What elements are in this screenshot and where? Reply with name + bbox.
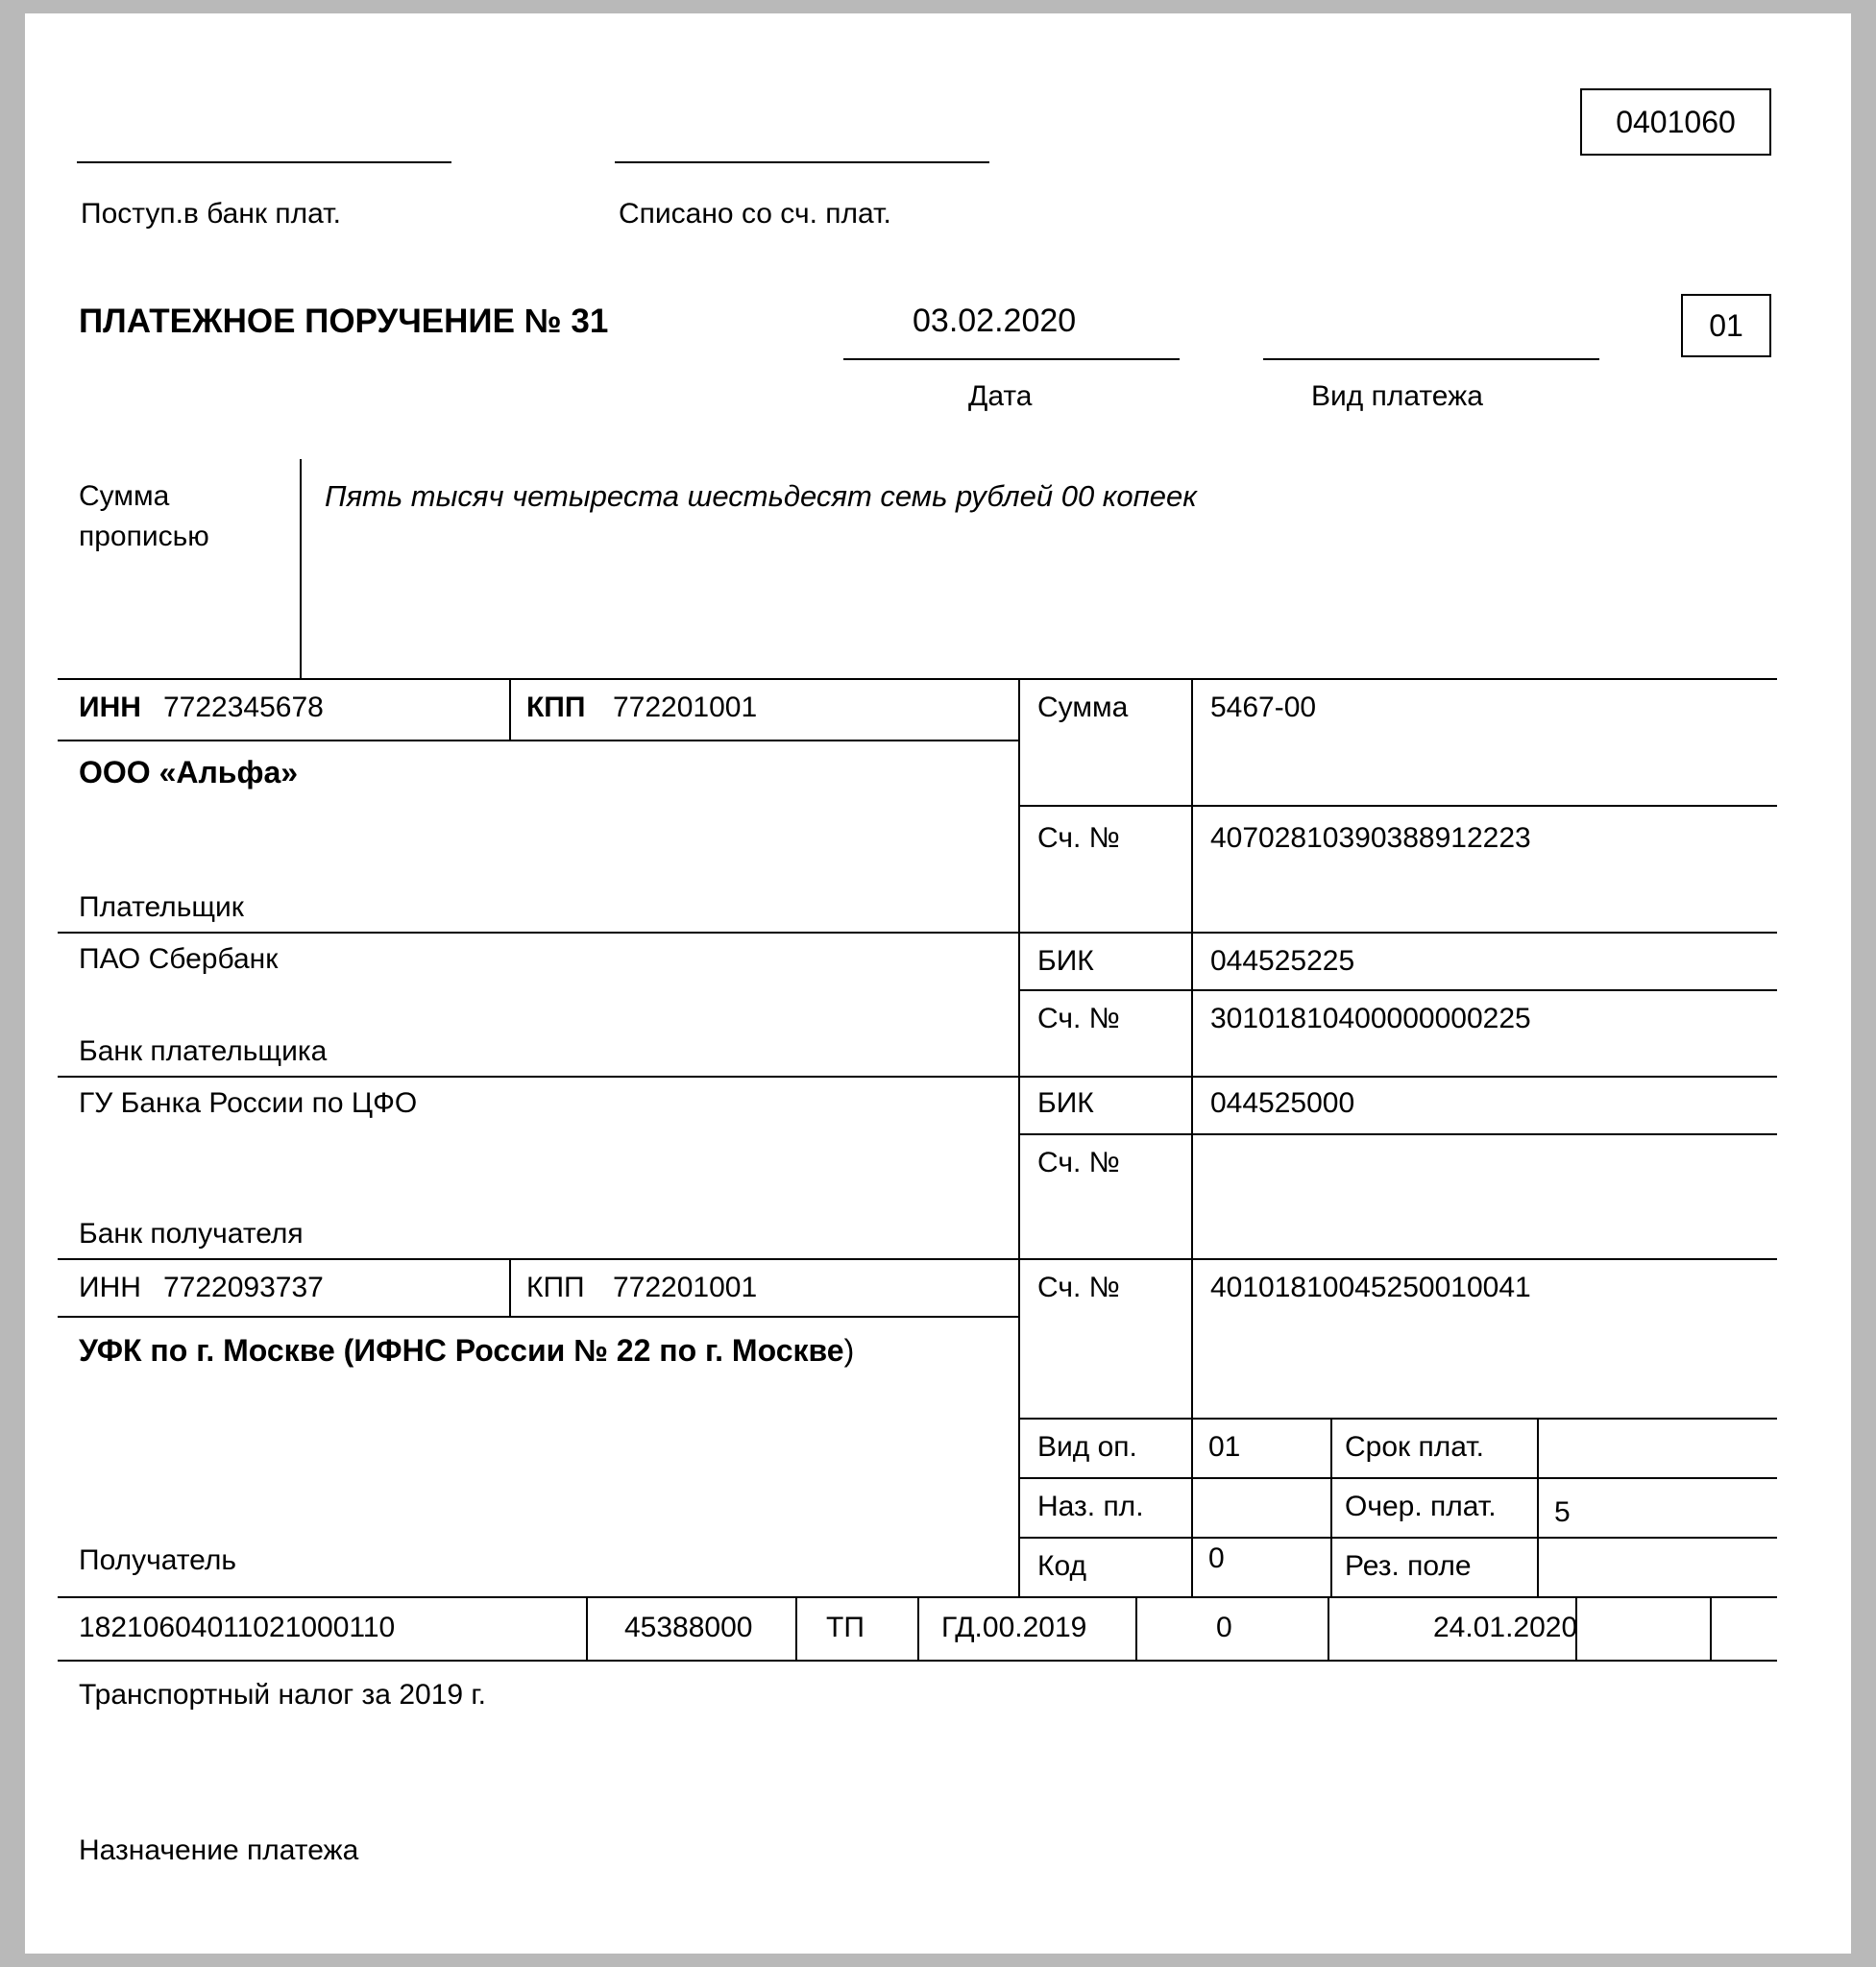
payer-account-value: 40702810390388912223 xyxy=(1210,822,1531,854)
table-rule-payer-bik-bottom xyxy=(1018,989,1777,991)
payment-type-label: Вид платежа xyxy=(1311,380,1483,412)
budget-vrule-3 xyxy=(917,1596,919,1660)
vid-op-value: 01 xyxy=(1208,1431,1241,1463)
payee-account-value: 40101810045250010041 xyxy=(1210,1272,1531,1303)
payment-type-rule xyxy=(1263,358,1599,360)
table-rule-payee-bank-bottom xyxy=(58,1258,1777,1260)
payment-kind-code-value: 01 xyxy=(1709,307,1743,343)
payee-kpp-label: КПП xyxy=(526,1272,585,1303)
amount-value: 5467-00 xyxy=(1210,692,1317,723)
table-rule-payee-acc-bottom xyxy=(1018,1418,1777,1420)
table-rule-amount-bottom xyxy=(1018,805,1777,807)
amount-words-label-line1: Сумма xyxy=(79,480,170,512)
payer-bank-caption: Банк плательщика xyxy=(79,1035,328,1067)
payer-bank-bik-value: 044525225 xyxy=(1210,945,1355,977)
budget-vrule-5 xyxy=(1328,1596,1329,1660)
purpose-caption: Назначение платежа xyxy=(79,1834,359,1866)
payer-bank-name: ПАО Сбербанк xyxy=(79,943,279,975)
ops-vrule-1 xyxy=(1191,1418,1193,1596)
payer-kpp-value: 772201001 xyxy=(613,692,758,723)
received-by-bank-rule xyxy=(77,161,451,163)
date-value: 03.02.2020 xyxy=(913,303,1077,339)
payee-bank-caption: Банк получателя xyxy=(79,1218,304,1250)
budget-doc-number: 0 xyxy=(1216,1612,1232,1643)
budget-basis: ТП xyxy=(826,1612,865,1643)
payer-bank-account-value: 30101810400000000225 xyxy=(1210,1003,1531,1034)
budget-vrule-1 xyxy=(586,1596,588,1660)
table-rule-ops-2 xyxy=(1018,1537,1777,1539)
payee-name-row xyxy=(79,1333,854,1369)
vid-op-label: Вид оп. xyxy=(1037,1431,1137,1463)
payment-kind-code-box xyxy=(1681,294,1771,357)
payer-bank-bik-label: БИК xyxy=(1037,945,1094,977)
budget-kbk: 18210604011021000110 xyxy=(79,1612,396,1643)
payer-account-label: Сч. № xyxy=(1037,822,1120,854)
kod-value: 0 xyxy=(1208,1542,1225,1574)
payee-bank-account-label: Сч. № xyxy=(1037,1147,1120,1178)
table-vrule-payee-kpp xyxy=(509,1258,511,1316)
ops-vrule-3 xyxy=(1537,1418,1539,1596)
document-body xyxy=(58,46,1818,1921)
payee-inn-value: 7722093737 xyxy=(163,1272,324,1303)
payer-bank-account-label: Сч. № xyxy=(1037,1003,1120,1034)
amount-words-value: Пять тысяч четыреста шестьдесят семь рублей 00 копеек xyxy=(325,479,1197,513)
payee-caption: Получатель xyxy=(79,1544,236,1576)
budget-vrule-2 xyxy=(795,1596,797,1660)
payee-bank-bik-value: 044525000 xyxy=(1210,1087,1355,1119)
payee-account-label: Сч. № xyxy=(1037,1272,1120,1303)
amount-words-divider xyxy=(300,459,302,678)
table-rule-top xyxy=(58,678,1777,680)
payer-inn-value: 7722345678 xyxy=(163,692,324,723)
table-rule-payee-inn-bottom xyxy=(58,1316,1018,1318)
budget-vrule-7 xyxy=(1710,1596,1712,1660)
ocher-plat-value: 5 xyxy=(1554,1496,1571,1528)
table-vrule-main xyxy=(1018,678,1020,1596)
payee-name-tail: ) xyxy=(843,1333,855,1368)
budget-doc-date: 24.01.2020 xyxy=(1433,1612,1578,1643)
ocher-plat-label: Очер. плат. xyxy=(1345,1491,1497,1522)
document-title: ПЛАТЕЖНОЕ ПОРУЧЕНИЕ № 31 xyxy=(79,303,609,340)
payer-kpp-label: КПП xyxy=(526,692,586,723)
table-vrule-kpp xyxy=(509,678,511,740)
budget-vrule-4 xyxy=(1135,1596,1137,1660)
date-rule xyxy=(843,358,1180,360)
table-vrule-values xyxy=(1191,678,1193,1418)
payee-name-bold: УФК по г. Москве (ИФНС России № 22 по г. Москве xyxy=(79,1333,844,1368)
payee-bank-bik-label: БИК xyxy=(1037,1087,1094,1119)
ops-vrule-2 xyxy=(1330,1418,1332,1596)
table-rule-payer-bank-bottom xyxy=(58,1076,1777,1078)
table-rule-ops-1 xyxy=(1018,1477,1777,1479)
budget-period: ГД.00.2019 xyxy=(941,1612,1087,1643)
payee-bank-name: ГУ Банка России по ЦФО xyxy=(79,1087,418,1119)
kod-label: Код xyxy=(1037,1550,1087,1582)
table-rule-payee-bik-bottom xyxy=(1018,1133,1777,1135)
date-label: Дата xyxy=(968,380,1033,412)
budget-oktmo: 45388000 xyxy=(624,1612,753,1643)
received-by-bank-label: Поступ.в банк плат. xyxy=(81,198,341,230)
amount-words-label-line2: прописью xyxy=(79,521,209,552)
table-rule-payer-bottom xyxy=(58,932,1777,934)
form-code-box xyxy=(1580,88,1771,156)
payee-kpp-value: 772201001 xyxy=(613,1272,758,1303)
table-rule-budget-bottom xyxy=(58,1660,1777,1662)
payee-inn-label: ИНН xyxy=(79,1272,141,1303)
payment-order-document xyxy=(25,13,1851,1954)
payer-caption: Плательщик xyxy=(79,891,244,923)
srok-plat-label: Срок плат. xyxy=(1345,1431,1485,1463)
table-rule-payer-inn-bottom xyxy=(58,740,1018,741)
debited-label: Списано со сч. плат. xyxy=(619,198,891,230)
purpose-value: Транспортный налог за 2019 г. xyxy=(79,1679,487,1711)
naz-pl-label: Наз. пл. xyxy=(1037,1491,1144,1522)
amount-label: Сумма xyxy=(1037,692,1129,723)
debited-rule xyxy=(615,161,989,163)
payer-inn-label: ИНН xyxy=(79,692,141,723)
rez-pole-label: Рез. поле xyxy=(1345,1550,1472,1582)
form-code-value: 0401060 xyxy=(1616,104,1736,139)
payer-name: ООО «Альфа» xyxy=(79,755,299,789)
